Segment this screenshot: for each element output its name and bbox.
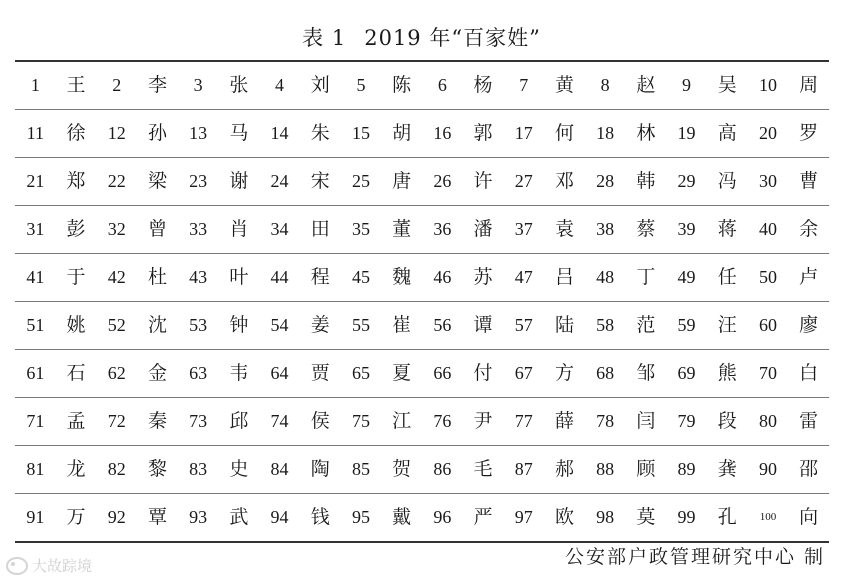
rank-number: 29 (677, 171, 696, 191)
rank-number: 84 (270, 459, 289, 479)
surname-cell: 胡 (392, 122, 412, 144)
rank-number: 59 (677, 315, 696, 335)
surname-cell: 张 (229, 74, 249, 96)
rank-number: 16 (433, 123, 452, 143)
rank-number: 50 (758, 267, 777, 287)
surname-cell: 冯 (717, 170, 737, 192)
surname-cell: 叶 (229, 266, 249, 288)
rank-number: 42 (107, 267, 126, 287)
surname-cell: 韩 (636, 170, 656, 192)
surname-cell: 谢 (229, 170, 249, 192)
surname-cell: 谭 (473, 314, 493, 336)
rank-number: 34 (270, 219, 289, 239)
rank-number: 58 (596, 315, 615, 335)
rank-number: 17 (514, 123, 533, 143)
rank-number: 73 (189, 411, 208, 431)
surname-cell: 程 (310, 266, 330, 288)
surname-cell: 王 (66, 74, 86, 96)
surname-cell: 邓 (554, 170, 574, 192)
watermark-logo-icon (6, 557, 28, 575)
surname-cell: 梁 (147, 170, 167, 192)
table-row (15, 109, 829, 157)
rank-number: 85 (351, 459, 370, 479)
rank-number: 27 (514, 171, 533, 191)
surname-cell: 余 (799, 218, 819, 240)
surname-cell: 段 (717, 410, 737, 432)
surname-cell: 欧 (554, 506, 574, 528)
rank-number: 60 (758, 315, 777, 335)
surname-cell: 雷 (799, 410, 819, 432)
rank-number: 92 (107, 507, 126, 527)
surname-cell: 严 (473, 506, 493, 528)
table-row (15, 253, 829, 301)
rank-number: 2 (112, 75, 122, 95)
rank-number: 39 (677, 219, 696, 239)
rank-number: 69 (677, 363, 696, 383)
rank-number: 8 (600, 75, 610, 95)
surname-cell: 曾 (147, 218, 167, 240)
rank-number: 95 (351, 507, 370, 527)
surname-cell: 宋 (310, 170, 330, 192)
rank-number: 38 (596, 219, 615, 239)
surname-cell: 徐 (66, 122, 86, 144)
surname-cell: 贾 (310, 362, 330, 384)
surname-cell: 杜 (147, 266, 167, 288)
surname-cell: 方 (554, 362, 574, 384)
rank-number: 87 (514, 459, 533, 479)
surname-cell: 罗 (799, 122, 819, 144)
surname-cell: 许 (473, 170, 493, 192)
rank-number: 19 (677, 123, 696, 143)
surname-cell: 田 (310, 218, 330, 240)
watermark (6, 555, 92, 576)
rank-number: 21 (26, 171, 45, 191)
surname-cell: 杨 (473, 74, 493, 96)
rank-number: 54 (270, 315, 289, 335)
rank-number: 81 (26, 459, 45, 479)
table-row (15, 493, 829, 541)
rank-number: 6 (437, 75, 447, 95)
rank-number: 23 (189, 171, 208, 191)
surname-cell: 曹 (799, 170, 819, 192)
surname-cell: 孟 (66, 410, 86, 432)
rank-number: 91 (26, 507, 45, 527)
rank-number: 31 (26, 219, 45, 239)
rank-number: 97 (514, 507, 533, 527)
rank-number: 67 (514, 363, 533, 383)
footer-credit: 公安部户政管理研究中心 制 (564, 546, 825, 568)
surname-cell: 侯 (310, 410, 330, 432)
surname-cell: 潘 (473, 218, 493, 240)
surname-cell: 陆 (554, 314, 574, 336)
table-row (15, 62, 829, 109)
rank-number: 88 (596, 459, 615, 479)
surname-cell: 龚 (717, 458, 737, 480)
surname-cell: 吕 (554, 266, 574, 288)
rank-number: 93 (189, 507, 208, 527)
surname-cell: 李 (147, 74, 167, 96)
surname-cell: 吴 (717, 74, 737, 96)
surname-cell: 秦 (147, 410, 167, 432)
rank-number: 25 (351, 171, 370, 191)
surname-cell: 卢 (799, 266, 819, 288)
surname-cell: 韦 (229, 362, 249, 384)
rank-number: 5 (356, 75, 366, 95)
surname-cell: 夏 (392, 362, 412, 384)
surname-cell: 于 (66, 266, 86, 288)
surname-cell: 钟 (229, 314, 249, 336)
table-label: 表 1 (302, 26, 347, 50)
surname-cell: 何 (554, 122, 574, 144)
surname-cell: 邵 (799, 458, 819, 480)
rank-number: 68 (596, 363, 615, 383)
rank-number: 37 (514, 219, 533, 239)
rank-number: 44 (270, 267, 289, 287)
rank-number: 22 (107, 171, 126, 191)
rank-number: 4 (275, 75, 285, 95)
table-row (15, 301, 829, 349)
surname-cell: 万 (66, 506, 86, 528)
surname-cell: 陶 (310, 458, 330, 480)
rank-number: 76 (433, 411, 452, 431)
rank-number: 79 (677, 411, 696, 431)
watermark-text: 大故踪境 (32, 557, 93, 575)
surname-cell: 蔡 (636, 218, 656, 240)
rank-number: 7 (519, 75, 529, 95)
rank-number: 48 (596, 267, 615, 287)
surname-cell: 毛 (473, 458, 493, 480)
surname-cell: 范 (636, 314, 656, 336)
surname-cell: 戴 (392, 506, 412, 528)
surname-cell: 董 (392, 218, 412, 240)
surname-cell: 彭 (66, 218, 86, 240)
rank-number: 100 (759, 511, 777, 523)
surname-cell: 石 (66, 362, 86, 384)
surname-cell: 黎 (147, 458, 167, 480)
rank-number: 1 (30, 75, 40, 95)
rank-number: 52 (107, 315, 126, 335)
rank-number: 11 (26, 123, 45, 143)
rank-number: 62 (107, 363, 126, 383)
surname-cell: 莫 (636, 506, 656, 528)
table-row (15, 445, 829, 493)
surname-cell: 邱 (229, 410, 249, 432)
rank-number: 36 (433, 219, 452, 239)
surname-cell: 肖 (229, 218, 249, 240)
rank-number: 72 (107, 411, 126, 431)
surname-cell: 薛 (554, 410, 574, 432)
rank-number: 78 (596, 411, 615, 431)
rank-number: 15 (351, 123, 370, 143)
table-row (15, 157, 829, 205)
rank-number: 71 (26, 411, 45, 431)
surname-cell: 姜 (310, 314, 330, 336)
rank-number: 57 (514, 315, 533, 335)
rank-number: 90 (758, 459, 777, 479)
surname-cell: 唐 (392, 170, 412, 192)
table-title (0, 22, 843, 52)
rank-number: 66 (433, 363, 452, 383)
surname-cell: 高 (717, 122, 737, 144)
surname-cell: 郝 (554, 458, 574, 480)
rank-number: 77 (514, 411, 533, 431)
rank-number: 51 (26, 315, 45, 335)
rank-number: 14 (270, 123, 289, 143)
surname-cell: 覃 (147, 506, 167, 528)
rank-number: 61 (26, 363, 45, 383)
table-title-text: 2019 年“百家姓” (364, 26, 541, 50)
surname-cell: 白 (799, 362, 819, 384)
rank-number: 13 (189, 123, 208, 143)
surname-cell: 向 (799, 506, 819, 528)
surname-cell: 龙 (66, 458, 86, 480)
surname-cell: 邹 (636, 362, 656, 384)
rank-number: 32 (107, 219, 126, 239)
rank-number: 35 (351, 219, 370, 239)
surname-cell: 崔 (392, 314, 412, 336)
rank-number: 12 (107, 123, 126, 143)
surname-cell: 黄 (554, 74, 574, 96)
surname-cell: 郑 (66, 170, 86, 192)
table-row (15, 205, 829, 253)
rank-number: 89 (677, 459, 696, 479)
rank-number: 43 (189, 267, 208, 287)
rank-number: 18 (596, 123, 615, 143)
table-row (15, 397, 829, 445)
table-row (15, 349, 829, 397)
rank-number: 75 (351, 411, 370, 431)
rank-number: 10 (758, 75, 777, 95)
rank-number: 70 (758, 363, 777, 383)
surname-cell: 孔 (717, 506, 737, 528)
surname-cell: 史 (229, 458, 249, 480)
rank-number: 56 (433, 315, 452, 335)
rank-number: 40 (758, 219, 777, 239)
surname-cell: 朱 (310, 122, 330, 144)
rank-number: 98 (596, 507, 615, 527)
rank-number: 82 (107, 459, 126, 479)
rank-number: 9 (682, 75, 692, 95)
surname-cell: 刘 (310, 74, 330, 96)
surname-cell: 金 (147, 362, 167, 384)
rank-number: 3 (193, 75, 203, 95)
surname-cell: 赵 (636, 74, 656, 96)
surname-cell: 熊 (717, 362, 737, 384)
surname-cell: 苏 (473, 266, 493, 288)
surname-cell: 付 (473, 362, 493, 384)
surname-cell: 周 (799, 74, 819, 96)
rank-number: 47 (514, 267, 533, 287)
surname-cell: 尹 (473, 410, 493, 432)
rank-number: 46 (433, 267, 452, 287)
surname-cell: 任 (717, 266, 737, 288)
surname-cell: 郭 (473, 122, 493, 144)
surname-cell: 魏 (392, 266, 412, 288)
rank-number: 94 (270, 507, 289, 527)
surname-cell: 孙 (147, 122, 167, 144)
surname-cell: 林 (636, 122, 656, 144)
surname-cell: 汪 (717, 314, 737, 336)
surname-cell: 陈 (392, 74, 412, 96)
rank-number: 49 (677, 267, 696, 287)
rank-number: 74 (270, 411, 289, 431)
surname-cell: 江 (392, 410, 412, 432)
surname-cell: 姚 (66, 314, 86, 336)
rank-number: 63 (189, 363, 208, 383)
rank-number: 24 (270, 171, 289, 191)
rank-number: 65 (351, 363, 370, 383)
surname-cell: 蒋 (717, 218, 737, 240)
surname-cell: 武 (229, 506, 249, 528)
rank-number: 45 (351, 267, 370, 287)
rank-number: 96 (433, 507, 452, 527)
surname-cell: 马 (229, 122, 249, 144)
rank-number: 99 (677, 507, 696, 527)
rank-number: 64 (270, 363, 289, 383)
surname-cell: 钱 (310, 506, 330, 528)
surname-cell: 沈 (147, 314, 167, 336)
surname-cell: 袁 (554, 218, 574, 240)
surname-cell: 丁 (636, 266, 656, 288)
rank-number: 55 (351, 315, 370, 335)
rank-number: 86 (433, 459, 452, 479)
rank-number: 80 (758, 411, 777, 431)
surname-cell: 闫 (636, 410, 656, 432)
surname-cell: 贺 (392, 458, 412, 480)
surname-cell: 廖 (799, 314, 819, 336)
rank-number: 28 (596, 171, 615, 191)
rank-number: 33 (189, 219, 208, 239)
rank-number: 26 (433, 171, 452, 191)
rank-number: 53 (189, 315, 208, 335)
rank-number: 41 (26, 267, 45, 287)
rank-number: 30 (758, 171, 777, 191)
surname-cell: 顾 (636, 458, 656, 480)
rank-number: 20 (758, 123, 777, 143)
rank-number: 83 (189, 459, 208, 479)
surname-table (15, 60, 829, 543)
